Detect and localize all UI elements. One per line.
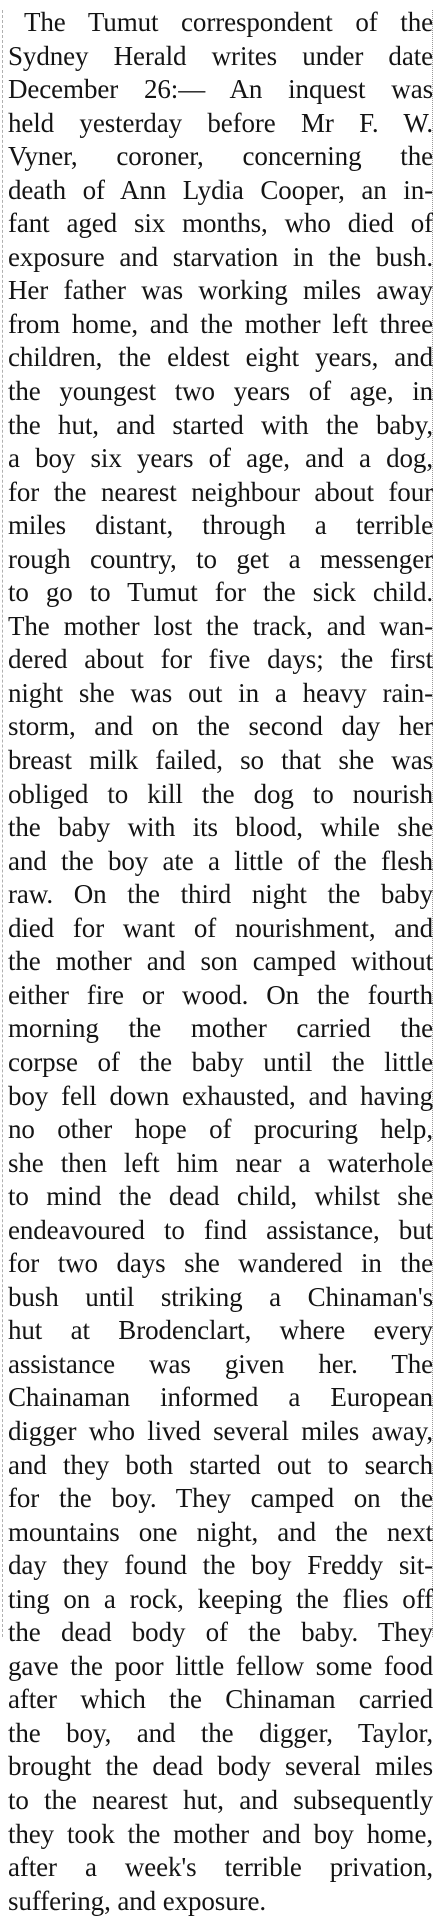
article-line: for the nearest neighbour about four (8, 476, 433, 507)
article-line: boy fell down exhausted, and having (8, 1080, 433, 1111)
article-line: the dead body of the baby. They (8, 1617, 433, 1648)
article-line: to go to Tumut for the sick child. (8, 577, 433, 608)
article-line: and they both started out to search (8, 1449, 433, 1480)
article-line: death of Ann Lydia Cooper, an in- (8, 174, 433, 205)
article-line: after a week's terrible privation, (8, 1852, 433, 1883)
article-line: Chainaman informed a European (8, 1382, 433, 1413)
article-line: to mind the dead child, whilst she (8, 1181, 433, 1212)
article-line: brought the dead body several miles (8, 1751, 433, 1782)
article-line: digger who lived several miles away, (8, 1415, 433, 1446)
article-line: assistance was given her. The (8, 1348, 433, 1379)
article-line: died for want of nourishment, and (8, 912, 433, 943)
left-column-rule (2, 10, 3, 1637)
article-line: raw. On the third night the baby (8, 879, 433, 910)
article-line: corpse of the baby until the little (8, 1046, 433, 1077)
article-line: night she was out in a heavy rain- (8, 677, 433, 708)
article-line: the hut, and started with the baby, (8, 409, 433, 440)
article-line: bush until striking a Chinaman's (8, 1281, 433, 1312)
article-line: for two days she wandered in the (8, 1248, 433, 1279)
article-line: and the boy ate a little of the flesh (8, 845, 433, 876)
article-line: exposure and starvation in the bush. (8, 241, 433, 272)
article-line: held yesterday before Mr F. W. (8, 107, 433, 138)
article-line: after which the Chinaman carried (8, 1684, 433, 1715)
article-line: December 26:— An inquest was (8, 74, 433, 105)
article-line: gave the poor little fellow some food (8, 1650, 433, 1681)
article-line: rough country, to get a messenger (8, 543, 433, 574)
article-line: storm, and on the second day her (8, 711, 433, 742)
article-line: the mother and son camped without (8, 946, 433, 977)
article-line: the baby with its blood, while she (8, 812, 433, 843)
article-line: the boy, and the digger, Taylor, (8, 1717, 433, 1748)
article-line: fant aged six months, who died of (8, 208, 433, 239)
article-line: breast milk failed, so that she was (8, 745, 433, 776)
article-line: day they found the boy Freddy sit- (8, 1550, 433, 1581)
article-line: ting on a rock, keeping the flies off (8, 1583, 433, 1614)
article-line: from home, and the mother left three (8, 308, 433, 339)
article-line: no other hope of procuring help, (8, 1114, 433, 1145)
article-line: miles distant, through a terrible (8, 510, 433, 541)
article-line: The Tumut correspondent of the (24, 7, 433, 37)
article-line: for the boy. They camped on the (8, 1483, 433, 1514)
article-line: morning the mother carried the (8, 1013, 433, 1044)
article-line: suffering, and exposure. (8, 1885, 267, 1916)
article-line: Vyner, coroner, concerning the (8, 141, 433, 172)
article-line: obliged to kill the dog to nourish (8, 778, 433, 809)
article-line: children, the eldest eight years, and (8, 342, 433, 373)
article-line: mountains one night, and the next (8, 1516, 433, 1547)
article-line: the youngest two years of age, in (8, 376, 433, 407)
article-line: Sydney Herald writes under date (8, 40, 433, 71)
article-line: she then left him near a waterhole (8, 1147, 433, 1178)
article-line: endeavoured to find assistance, but (8, 1214, 433, 1245)
article-line: either fire or wood. On the fourth (8, 979, 433, 1010)
article-line: The mother lost the track, and wan- (8, 610, 433, 641)
article-line: Her father was working miles away (8, 275, 433, 306)
article-line: a boy six years of age, and a dog, (8, 443, 433, 474)
article-body (8, 6, 433, 1918)
article-line: hut at Brodenclart, where every (8, 1315, 433, 1346)
article-line: they took the mother and boy home, (8, 1818, 433, 1849)
article-line: dered about for five days; the first (8, 644, 433, 675)
article-line: to the nearest hut, and subsequently (8, 1784, 433, 1815)
